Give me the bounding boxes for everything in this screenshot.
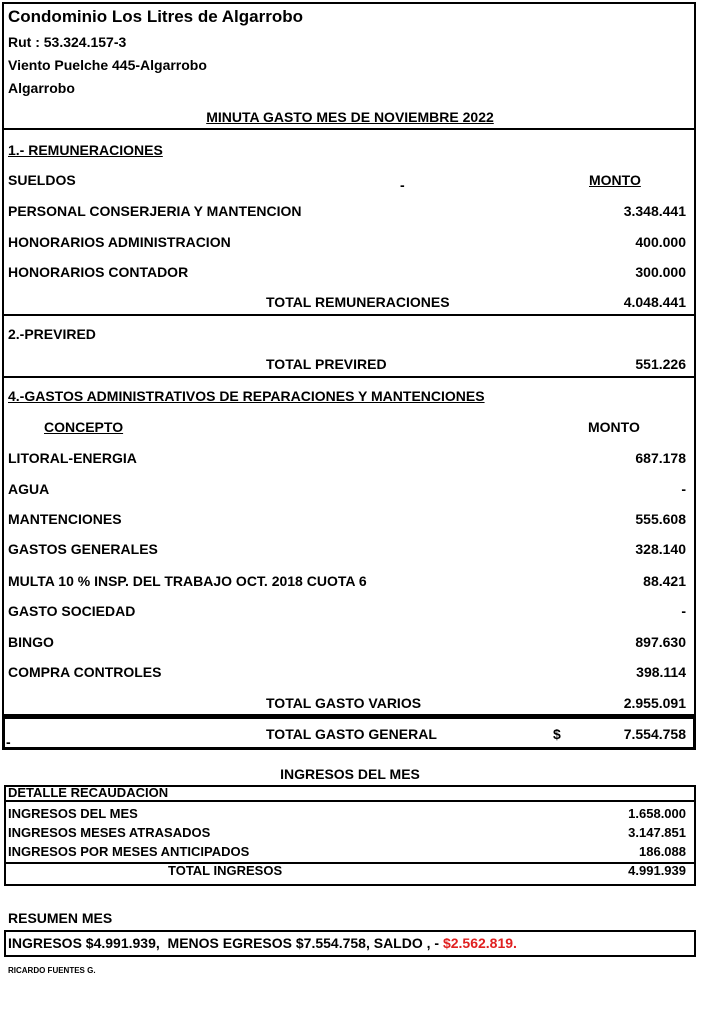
total-remuneraciones-amount: 4.048.441 xyxy=(623,294,686,310)
ingresos-title: INGRESOS DEL MES xyxy=(280,766,420,782)
list-item-label: BINGO xyxy=(8,634,54,650)
list-item-label: MANTENCIONES xyxy=(8,511,122,527)
total-ingresos-label: TOTAL INGRESOS xyxy=(168,863,283,878)
divider xyxy=(4,800,696,802)
dash-mark: - xyxy=(6,734,11,750)
list-item-label: HONORARIOS ADMINISTRACION xyxy=(8,234,231,250)
signature-name: RICARDO FUENTES G. xyxy=(8,966,96,975)
list-item-amount: 400.000 xyxy=(635,234,686,250)
rut: Rut : 53.324.157-3 xyxy=(8,34,127,50)
list-item-label: INGRESOS POR MESES ANTICIPADOS xyxy=(8,844,250,859)
city: Algarrobo xyxy=(8,80,75,96)
list-item-label: HONORARIOS CONTADOR xyxy=(8,264,189,280)
list-item-amount: 186.088 xyxy=(639,844,686,859)
list-item-amount: 555.608 xyxy=(635,511,686,527)
list-item-amount: 687.178 xyxy=(635,450,686,466)
total-remuneraciones-label: TOTAL REMUNERACIONES xyxy=(266,294,450,310)
sueldos-column-header: SUELDOS xyxy=(8,172,76,188)
list-item-label: PERSONAL CONSERJERIA Y MANTENCION xyxy=(8,203,302,219)
previred-heading: 2.-PREVIRED xyxy=(8,326,96,342)
list-item-amount: 1.658.000 xyxy=(628,806,686,821)
total-ingresos-amount: 4.991.939 xyxy=(628,863,686,878)
list-item-label: MULTA 10 % INSP. DEL TRABAJO OCT. 2018 CUOTA 6 xyxy=(8,573,367,589)
list-item-amount: 328.140 xyxy=(635,541,686,557)
resumen-title: RESUMEN MES xyxy=(8,910,113,926)
total-previred-amount: 551.226 xyxy=(635,356,686,372)
total-gasto-varios-label: TOTAL GASTO VARIOS xyxy=(266,695,422,711)
total-gasto-general-amount: 7.554.758 xyxy=(623,726,686,742)
list-item-label: GASTOS GENERALES xyxy=(8,541,158,557)
divider xyxy=(4,862,696,864)
list-item-amount: 88.421 xyxy=(643,573,686,589)
list-item-label: COMPRA CONTROLES xyxy=(8,664,162,680)
list-item-label: INGRESOS DEL MES xyxy=(8,806,138,821)
list-item-amount: 897.630 xyxy=(635,634,686,650)
resumen-statement: INGRESOS $4.991.939, MENOS EGRESOS $7.554.758, SALDO , - xyxy=(8,935,443,951)
list-item-amount: 398.114 xyxy=(636,664,686,680)
list-item-amount: 300.000 xyxy=(635,264,686,280)
address: Viento Puelche 445-Algarrobo xyxy=(8,57,207,73)
detalle-recaudacion-heading: DETALLE RECAUDACION xyxy=(8,785,169,800)
total-gasto-general-label: TOTAL GASTO GENERAL xyxy=(266,726,437,742)
list-item-label: AGUA xyxy=(8,481,50,497)
monto-column-header: MONTO xyxy=(589,172,641,188)
concepto-column-header: CONCEPTO xyxy=(44,419,124,435)
list-item-amount: 3.147.851 xyxy=(628,825,686,840)
list-item-amount: - xyxy=(681,603,686,619)
currency-symbol: $ xyxy=(553,726,561,742)
list-item-label: GASTO SOCIEDAD xyxy=(8,603,136,619)
gastos-monto-column-header: MONTO xyxy=(588,419,640,435)
dash-mark: - xyxy=(400,177,405,193)
resumen-text xyxy=(8,935,517,951)
saldo-amount: $2.562.819. xyxy=(442,935,517,951)
list-item-amount: - xyxy=(681,481,686,497)
document-title: MINUTA GASTO MES DE NOVIEMBRE 2022 xyxy=(206,109,494,125)
remuneraciones-heading: 1.- REMUNERACIONES xyxy=(8,142,163,158)
list-item-label: INGRESOS MESES ATRASADOS xyxy=(8,825,211,840)
list-item-amount: 3.348.441 xyxy=(623,203,686,219)
condominium-name: Condominio Los Litres de Algarrobo xyxy=(8,7,303,26)
list-item-label: LITORAL-ENERGIA xyxy=(8,450,137,466)
total-previred-label: TOTAL PREVIRED xyxy=(266,356,387,372)
gastos-heading: 4.-GASTOS ADMINISTRATIVOS DE REPARACIONES Y MANTENCIONES xyxy=(8,388,485,404)
total-gasto-varios-amount: 2.955.091 xyxy=(623,695,686,711)
